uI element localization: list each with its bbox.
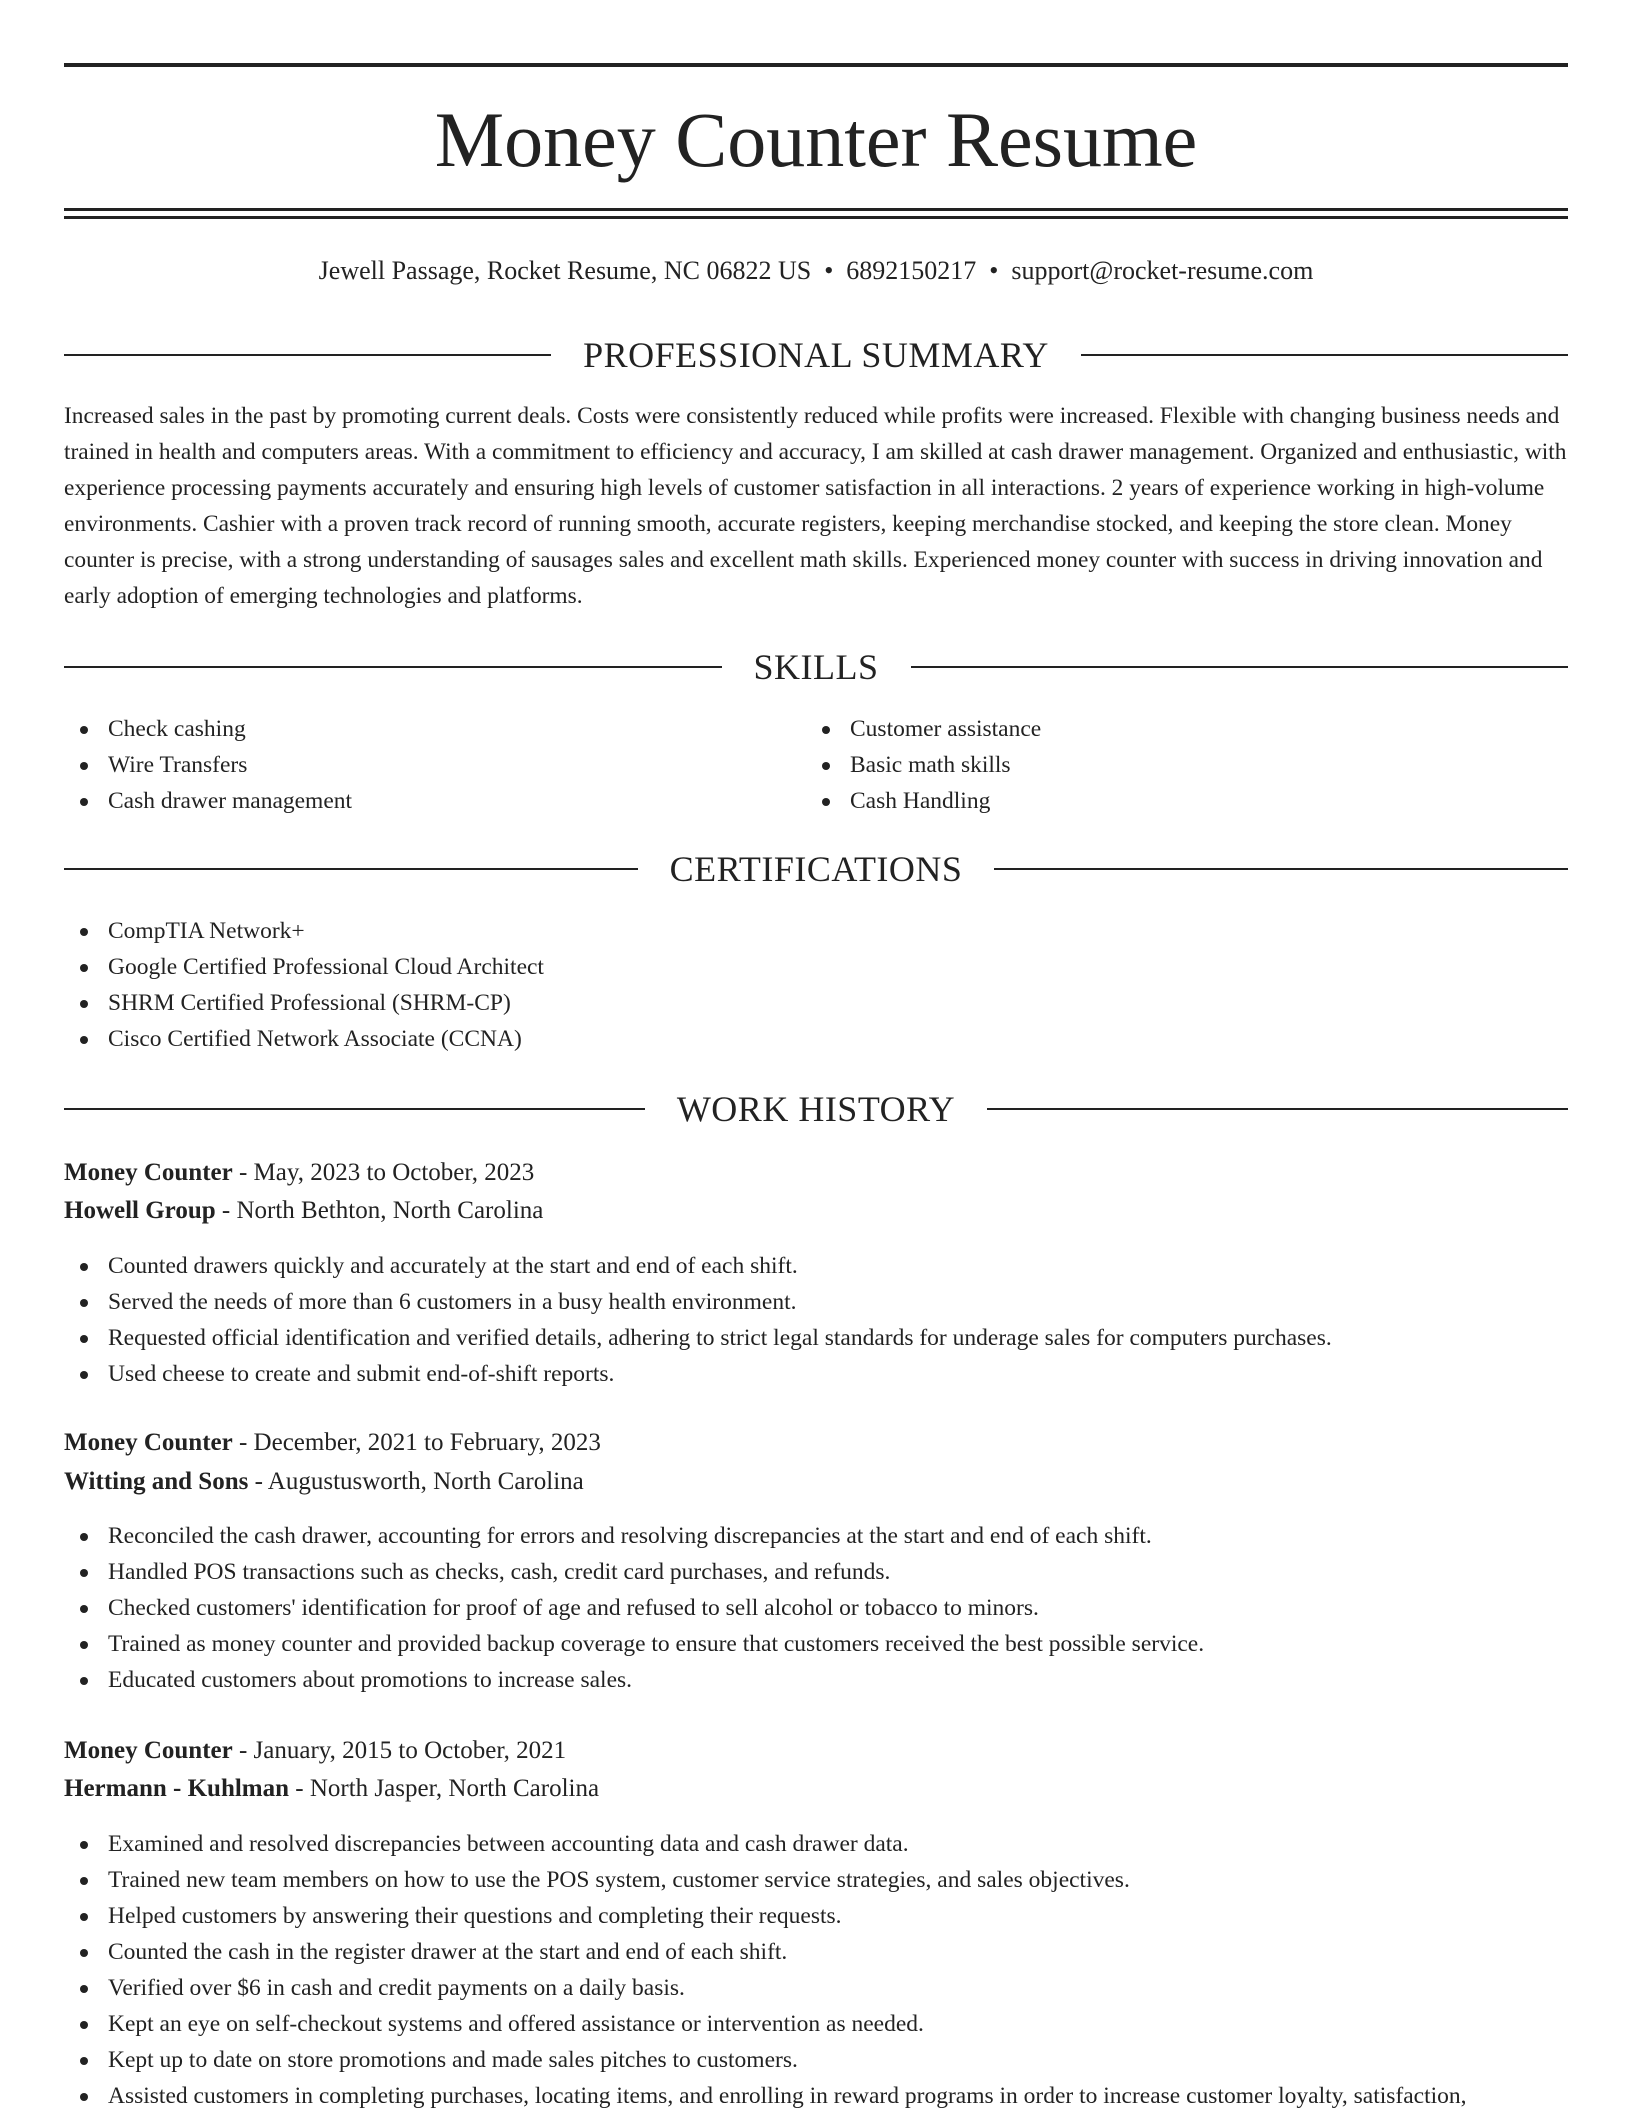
- list-item: Verified over $6 in cash and credit payments on a daily basis.: [64, 1970, 1467, 2006]
- list-item: Examined and resolved discrepancies between accounting data and cash drawer data.: [64, 1826, 1467, 1862]
- job-duties-list: [64, 1518, 1204, 1698]
- job-dates: - January, 2015 to October, 2021: [238, 1737, 567, 1764]
- certifications-list: [64, 913, 544, 1057]
- contact-address: Jewell Passage, Rocket Resume, NC 06822 US: [318, 256, 812, 285]
- job-location: - Augustusworth, North Carolina: [254, 1468, 584, 1495]
- list-item: Trained new team members on how to use the POS system, customer service strategies, and sales objectives.: [64, 1862, 1467, 1898]
- contact-line: [64, 254, 1568, 288]
- section-title: SKILLS: [753, 647, 879, 687]
- section-rule: [1081, 354, 1568, 356]
- section-rule: [987, 1108, 1568, 1110]
- job-title-line: [64, 1154, 1568, 1192]
- list-item: Checked customers' identification for proof of age and refused to sell alcohol or tobacco to minors.: [64, 1590, 1204, 1626]
- job-title: Money Counter: [64, 1737, 233, 1764]
- contact-separator: •: [824, 256, 834, 285]
- section-rule: [64, 354, 551, 356]
- list-item: Reconciled the cash drawer, accounting for errors and resolving discrepancies at the start and end of each shift.: [64, 1518, 1204, 1554]
- section-header-certifications: [64, 847, 1568, 891]
- list-item: Assisted customers in completing purchases, locating items, and enrolling in reward programs in order to increase customer loyalty, satisfaction,: [64, 2078, 1467, 2114]
- section-rule: [64, 1108, 645, 1110]
- job-company-line: [64, 1463, 1568, 1501]
- list-item: Served the needs of more than 6 customers in a busy health environment.: [64, 1284, 1332, 1320]
- page-title: Money Counter Resume: [434, 96, 1198, 183]
- list-item: Kept an eye on self-checkout systems and offered assistance or intervention as needed.: [64, 2006, 1467, 2042]
- list-item: Educated customers about promotions to increase sales.: [64, 1662, 1204, 1698]
- list-item: Used cheese to create and submit end-of-shift reports.: [64, 1356, 1332, 1392]
- top-rule: [64, 63, 1568, 67]
- list-item: Kept up to date on store promotions and made sales pitches to customers.: [64, 2042, 1467, 2078]
- job-duties-list: [64, 1248, 1332, 1392]
- section-title: WORK HISTORY: [676, 1089, 956, 1129]
- section-rule: [911, 666, 1569, 668]
- section-rule: [64, 868, 638, 870]
- contact-email: support@rocket-resume.com: [1011, 256, 1314, 285]
- list-item: CompTIA Network+: [64, 913, 544, 949]
- list-item: Check cashing: [64, 711, 352, 747]
- section-header-work-history: [64, 1087, 1568, 1131]
- title-rule-lower: [64, 216, 1568, 219]
- contact-separator: •: [989, 256, 999, 285]
- list-item: Handled POS transactions such as checks, cash, credit card purchases, and refunds.: [64, 1554, 1204, 1590]
- skills-list-right: [806, 711, 1041, 819]
- job-duties-list: [64, 1826, 1467, 2114]
- job-dates: - May, 2023 to October, 2023: [238, 1159, 535, 1186]
- job-title-line: [64, 1732, 1568, 1770]
- list-item: Cisco Certified Network Associate (CCNA): [64, 1021, 544, 1057]
- list-item: Wire Transfers: [64, 747, 352, 783]
- list-item: Cash Handling: [806, 783, 1041, 819]
- list-item: Google Certified Professional Cloud Architect: [64, 949, 544, 985]
- job-company: Hermann - Kuhlman: [64, 1775, 290, 1802]
- list-item: SHRM Certified Professional (SHRM-CP): [64, 985, 544, 1021]
- list-item: Counted the cash in the register drawer at the start and end of each shift.: [64, 1934, 1467, 1970]
- job-company: Howell Group: [64, 1197, 216, 1224]
- list-item: Cash drawer management: [64, 783, 352, 819]
- job-location: - North Bethton, North Carolina: [221, 1197, 544, 1224]
- list-item: Customer assistance: [806, 711, 1041, 747]
- section-rule: [994, 868, 1568, 870]
- job-location: - North Jasper, North Carolina: [295, 1775, 600, 1802]
- section-title: CERTIFICATIONS: [669, 849, 963, 889]
- job-company: Witting and Sons: [64, 1468, 249, 1495]
- skills-list-left: [64, 711, 352, 819]
- contact-phone: 6892150217: [846, 256, 977, 285]
- job-title: Money Counter: [64, 1159, 233, 1186]
- section-rule: [64, 666, 722, 668]
- list-item: Trained as money counter and provided backup coverage to ensure that customers received the best possible service.: [64, 1626, 1204, 1662]
- section-header-summary: [64, 333, 1568, 377]
- list-item: Basic math skills: [806, 747, 1041, 783]
- job-dates: - December, 2021 to February, 2023: [238, 1429, 601, 1456]
- job-title: Money Counter: [64, 1429, 233, 1456]
- job-company-line: [64, 1770, 1568, 1808]
- job-company-line: [64, 1192, 1568, 1230]
- list-item: Helped customers by answering their questions and completing their requests.: [64, 1898, 1467, 1934]
- summary-text: Increased sales in the past by promoting current deals. Costs were consistently reduced while profits were increased. Flexible with changing business needs and trained in health and computers areas. With a commitment to efficiency and accuracy, I am skilled at cash drawer management. Organized and enthusiastic, with experience processing payments accurately and ensuring high levels of customer satisfaction in all interactions. 2 years of experience working in high-volume environments. Cashier with a proven track record of running smooth, accurate registers, keeping merchandise stocked, and keeping the store clean. Money counter is precise, with a strong understanding of sausages sales and excellent math skills. Experienced money counter with success in driving innovation and early adoption of emerging technologies and platforms.: [64, 403, 1567, 609]
- job-title-line: [64, 1424, 1568, 1462]
- list-item: Counted drawers quickly and accurately at the start and end of each shift.: [64, 1248, 1332, 1284]
- section-header-skills: [64, 645, 1568, 689]
- list-item: Requested official identification and verified details, adhering to strict legal standards for underage sales for computers purchases.: [64, 1320, 1332, 1356]
- title-rule-upper: [64, 208, 1568, 211]
- section-title: PROFESSIONAL SUMMARY: [583, 335, 1049, 375]
